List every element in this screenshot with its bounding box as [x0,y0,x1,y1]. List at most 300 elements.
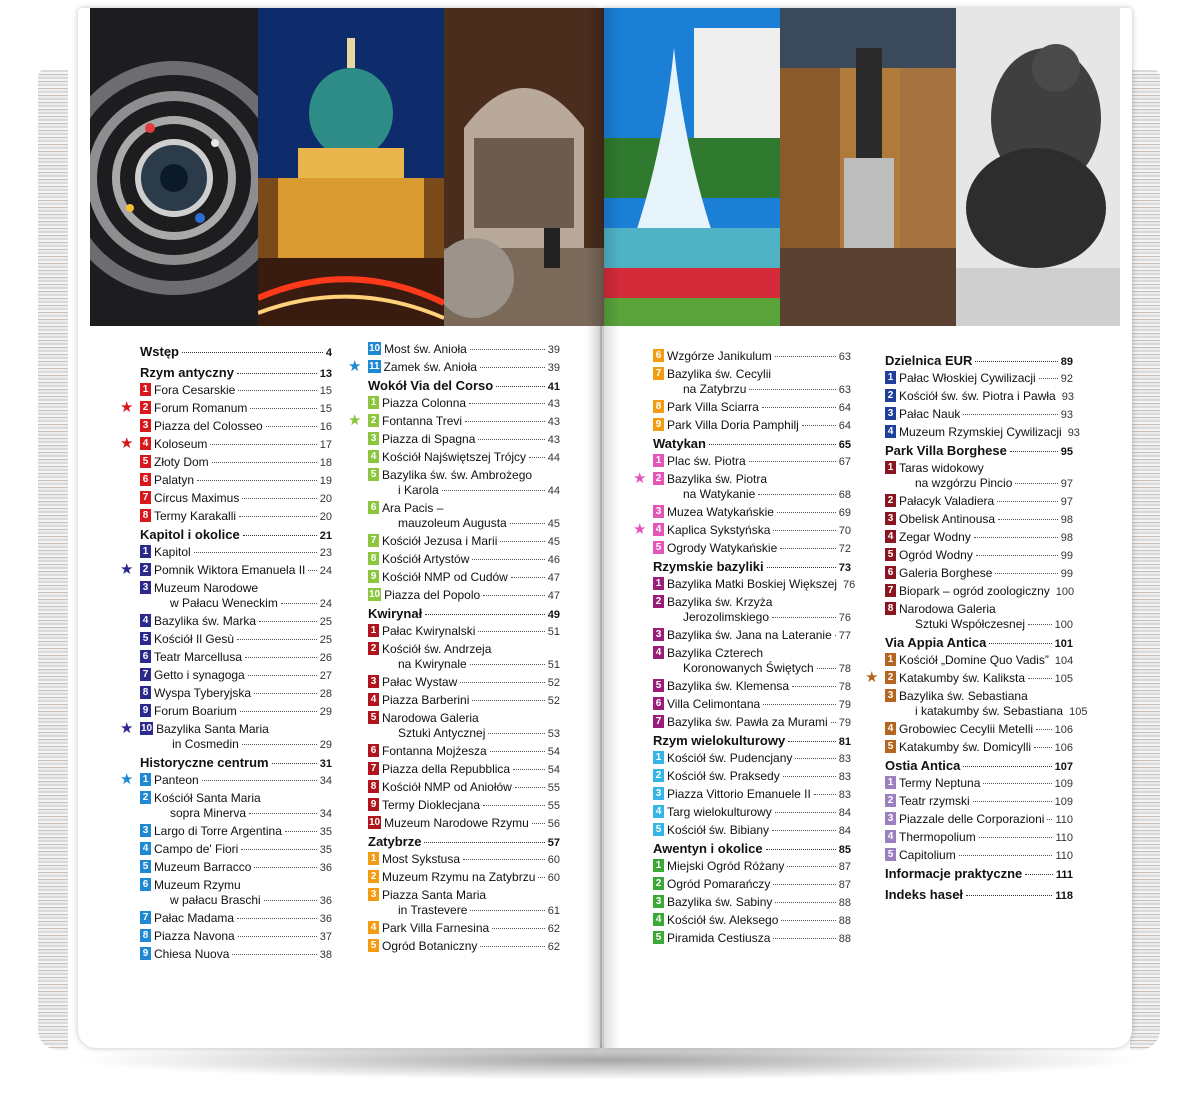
section-heading[interactable] [368,834,560,849]
entry-page: 78 [838,681,851,693]
toc-entry[interactable] [653,877,851,893]
toc-entry[interactable] [885,776,1073,792]
section-title: Informacje praktyczne [885,866,1023,881]
entry-title: Złoty Dom [154,455,209,469]
leader-dots [976,555,1058,556]
toc-entry[interactable] [120,771,332,789]
section-heading[interactable] [368,378,560,393]
toc-section [653,841,851,947]
entry-title: Piazzale delle Corporazioni [899,812,1045,826]
entry-number-badge: 2 [653,472,664,485]
entry-line [667,679,851,695]
entry-number-badge: 3 [140,581,151,594]
leader-dots [1047,819,1052,820]
section-heading[interactable] [653,436,851,451]
toc-entry[interactable] [140,842,332,858]
entry-text [667,595,851,626]
toc-entry[interactable] [885,602,1073,633]
book-gutter [586,8,620,1048]
toc-entry[interactable] [368,468,560,499]
entry-page: 51 [547,626,560,638]
entry-text [667,577,855,593]
leader-dots [249,813,317,814]
entry-text [899,461,1073,492]
toc-section [885,758,1073,864]
entry-page: 56 [547,818,560,830]
entry-number-badge: 9 [368,570,379,583]
toc-entry[interactable] [140,383,332,399]
section-heading[interactable] [885,443,1073,458]
entry-page: 106 [1054,742,1073,754]
toc-entry[interactable] [368,501,560,532]
toc-entry[interactable] [885,566,1073,582]
toc-entry[interactable] [368,939,560,955]
entry-text [382,744,560,760]
entry-page: 110 [1055,850,1073,862]
toc-entry[interactable] [140,824,332,840]
leader-dots [488,733,544,734]
entry-title: Kościół św. Andrzeja [382,642,492,656]
toc-entry[interactable] [885,371,1073,387]
toc-entry[interactable] [140,581,332,612]
section-heading[interactable] [140,365,332,380]
section-title: Historyczne centrum [140,755,269,770]
section-heading[interactable] [885,866,1073,881]
toc-entry[interactable] [140,419,332,435]
entry-page: 87 [838,879,851,891]
toc-entry[interactable] [140,545,332,561]
entry-page: 62 [547,923,560,935]
leader-dots [238,936,317,937]
entry-number-badge: 2 [885,671,896,684]
entry-title: Muzea Watykańskie [667,505,774,519]
section-page: 118 [1055,890,1073,902]
toc-entry[interactable] [140,650,332,666]
section-heading[interactable] [885,635,1073,650]
entry-title: Katakumby św. Domicylli [899,740,1032,754]
leader-dots [989,643,1051,644]
toc-entry[interactable] [140,614,332,630]
entry-title: Biopark – ogród zoologiczny [899,584,1050,598]
entry-text [899,689,1087,720]
entry-line [667,931,851,947]
section-heading[interactable] [140,527,332,542]
toc-entry[interactable] [368,693,560,709]
entry-title: Muzeum Narodowe Rzymu [384,816,529,830]
entry-number-badge: 7 [368,762,379,775]
toc-entry[interactable] [885,530,1073,546]
toc-entry[interactable] [368,642,560,673]
section-heading[interactable] [653,733,851,748]
entry-page: 15 [319,385,332,397]
toc-entry[interactable] [368,624,560,640]
leader-dots [1028,678,1052,679]
entry-line [154,806,332,822]
star-icon: ★ [348,358,362,375]
toc-entry[interactable] [885,740,1073,756]
toc-entry[interactable] [368,921,560,937]
toc-entry[interactable] [653,859,851,875]
toc-entry[interactable] [368,888,560,919]
leader-dots [766,849,836,850]
toc-entry[interactable] [653,400,851,416]
toc-entry[interactable] [885,812,1073,828]
entry-page: 34 [319,808,332,820]
entry-title: Muzeum Rzymu [154,878,241,892]
toc-entry[interactable] [653,913,851,929]
entry-page: 105 [1054,673,1073,685]
entry-title: Piazza della Repubblica [382,762,511,776]
leader-dots [529,457,545,458]
entry-title: Bazylika św. Sabiny [667,895,773,909]
leader-dots [281,603,317,604]
entry-title: Kaplica Sykstyńska [667,523,771,537]
entry-number-badge: 7 [140,668,151,681]
toc-entry[interactable] [368,852,560,868]
toc-entry[interactable] [368,675,560,691]
entry-line [156,722,332,737]
entry-page: 37 [319,931,332,943]
toc-entry[interactable] [140,704,332,720]
toc-entry[interactable] [653,787,851,803]
toc-entry[interactable] [653,931,851,947]
toc-entry[interactable] [120,720,332,753]
entry-title: Most Sykstusa [382,852,461,866]
toc-entry[interactable] [885,548,1073,564]
entry-text [382,888,560,919]
toc-entry[interactable] [140,878,332,909]
entry-title: Bazylika Santa Maria [156,722,269,736]
toc-entry[interactable] [653,505,851,521]
toc-entry[interactable] [653,823,851,839]
entry-line [667,823,851,839]
leader-dots [515,787,545,788]
entry-title: Zegar Wodny [899,530,971,544]
entry-line [667,400,851,416]
entry-line [899,671,1073,687]
toc-entry[interactable] [348,412,560,430]
entry-number-badge: 6 [368,744,379,757]
toc-entry[interactable] [120,561,332,579]
toc-entry[interactable] [140,668,332,684]
entry-text [899,848,1073,864]
toc-entry[interactable] [653,349,851,365]
toc-entry[interactable] [140,929,332,945]
toc-entry[interactable] [368,780,560,796]
toc-entry[interactable] [368,798,560,814]
entry-line [899,704,1087,720]
toc-entry[interactable] [140,455,332,471]
toc-entry[interactable] [633,521,851,539]
entry-title: Narodowa Galeria [382,711,479,725]
entry-line [667,859,851,875]
entry-page: 44 [547,452,560,464]
toc-entry[interactable] [653,646,851,677]
toc-entry[interactable] [885,461,1073,492]
toc-entry[interactable] [885,584,1073,600]
toc-entry[interactable] [885,830,1073,846]
entry-text [382,762,560,778]
entry-title: Piazza Colonna [382,396,467,410]
entry-number-badge: 8 [140,929,151,942]
leader-dots [709,444,836,445]
leader-dots [775,902,835,903]
toc-entry[interactable] [653,895,851,911]
entry-text [154,491,332,507]
entry-text [382,798,560,814]
toc-entry[interactable] [140,632,332,648]
toc-entry[interactable] [653,541,851,557]
leader-dots [254,693,317,694]
entry-line [154,455,332,471]
toc-entry[interactable] [368,450,560,466]
toc-entry[interactable] [140,686,332,702]
entry-text [667,523,851,539]
leader-dots [772,830,836,831]
toc-entry[interactable] [368,396,560,412]
entry-line [382,552,560,568]
leader-dots [795,758,835,759]
entry-number-badge: 8 [653,400,664,413]
leader-dots [237,918,317,919]
section-heading[interactable] [885,887,1073,902]
section-heading[interactable] [885,758,1073,773]
toc-entry[interactable] [140,491,332,507]
toc-entry[interactable] [368,570,560,586]
toc-entry[interactable] [633,470,851,503]
entry-line [154,581,332,596]
section-title: Ostia Antica [885,758,961,773]
toc-entry[interactable] [368,432,560,448]
leader-dots [783,776,836,777]
toc-entry[interactable] [653,679,851,695]
entry-number-badge: 8 [140,509,151,522]
toc-entry[interactable] [885,848,1073,864]
entry-line [667,646,851,661]
entry-line [382,726,560,742]
entry-title-continued: in Trastevere [398,903,468,917]
entry-line [667,805,851,821]
entry-title-continued: na Kwirynale [398,657,467,671]
entry-number-badge: 9 [368,798,379,811]
entry-number-badge: 4 [885,830,896,843]
entry-number-badge: 1 [140,545,151,558]
entry-line [384,588,560,604]
entry-number-badge: 2 [885,389,896,402]
toc-entry[interactable] [885,389,1073,405]
toc-entry[interactable] [368,534,560,550]
leader-dots [998,519,1058,520]
entry-title: Galeria Borghese [899,566,993,580]
entry-text [899,407,1073,423]
section-page: 57 [547,837,560,849]
entry-number-badge: 3 [885,407,896,420]
entry-number-badge: 5 [885,740,896,753]
toc-entry[interactable] [653,805,851,821]
entry-title: Bazylika św. Klemensa [667,679,790,693]
entry-page: 52 [547,677,560,689]
toc-entry[interactable] [653,418,851,434]
entry-text [384,342,560,358]
entry-page: 29 [319,706,332,718]
spiral-staircase-photo [90,8,258,326]
star-icon: ★ [120,435,134,452]
entry-title-continued: Sztuki Współczesnej [915,617,1026,631]
toc-entry[interactable] [653,367,851,398]
toc-entry[interactable] [885,794,1073,810]
entry-page: 93 [1067,427,1080,439]
toc-entry[interactable] [120,435,332,453]
entry-line [899,461,1073,476]
entry-line [899,530,1073,546]
entry-line [382,888,560,903]
entry-line [384,816,560,832]
leader-dots [532,823,545,824]
leader-dots [465,421,545,422]
section-heading[interactable] [140,755,332,770]
entry-text [667,769,851,785]
entry-line [899,407,1073,423]
leader-dots [963,414,1057,415]
section-heading[interactable] [653,841,851,856]
toc-entry[interactable] [653,454,851,470]
entry-number-badge: 3 [885,689,896,702]
entry-page: 51 [547,659,560,671]
entry-page: 39 [547,362,560,374]
entry-line [382,780,560,796]
leader-dots [480,946,544,947]
toc-entry[interactable] [885,689,1088,720]
leader-dots [500,541,544,542]
entry-number-badge: 1 [140,773,151,786]
toc-entry[interactable] [140,947,332,963]
entry-number-badge: 1 [653,859,664,872]
toc-entry[interactable] [653,751,851,767]
entry-text [382,570,560,586]
entry-number-badge: 6 [653,697,664,710]
entry-title: Kościół św. Praksedy [667,769,780,783]
entry-page: 60 [547,872,560,884]
entry-number-badge: 2 [368,642,379,655]
leader-dots [245,657,317,658]
toc-entry[interactable] [653,697,851,713]
toc-entry[interactable] [140,791,332,822]
entry-text [382,675,560,691]
toc-entry[interactable] [653,577,856,593]
toc-entry[interactable] [885,722,1073,738]
toc-entry[interactable] [140,860,332,876]
entry-line [382,534,560,550]
entry-line [382,852,560,868]
entry-number-badge: 5 [885,548,896,561]
entry-text [382,396,560,412]
toc-entry[interactable] [368,711,560,742]
entry-text [382,624,560,640]
entry-page: 47 [547,572,560,584]
toc-entry[interactable] [653,595,851,626]
entry-text [899,389,1074,405]
leader-dots [773,884,835,885]
toc-entry[interactable] [368,744,560,760]
entry-number-badge: 3 [368,432,379,445]
entry-number-badge: 10 [369,817,381,828]
entry-title: Forum Romanum [154,401,248,415]
entry-title: Bazylika św. św. Ambrożego [382,468,533,482]
entry-title-continued: Koronowanych Świętych [683,661,814,675]
toc-entry[interactable] [653,628,851,644]
toc-entry[interactable] [140,509,332,525]
section-heading[interactable] [368,606,560,621]
toc-entry[interactable] [885,407,1073,423]
entry-number-badge: 7 [653,715,664,728]
toc-entry[interactable] [368,552,560,568]
toc-entry[interactable] [653,769,851,785]
entry-page: 62 [547,941,560,953]
toc-entry[interactable] [120,399,332,417]
entry-line [899,740,1073,756]
entry-text [382,780,560,796]
toc-entry[interactable] [368,342,560,358]
toc-entry[interactable] [368,870,560,886]
toc-entry[interactable] [140,473,332,489]
entry-page: 98 [1060,514,1073,526]
toc-section [140,344,332,359]
toc-entry[interactable] [348,358,560,376]
entry-page: 52 [547,695,560,707]
toc-entry[interactable] [885,512,1073,528]
entry-title: Pałac Madama [154,911,235,925]
toc-entry[interactable] [368,816,560,832]
toc-entry[interactable] [368,588,560,604]
leader-dots [197,480,317,481]
toc-entry[interactable] [885,425,1080,441]
leader-dots [242,744,317,745]
toc-entry[interactable] [885,653,1073,669]
entry-line [382,501,560,516]
section-heading[interactable] [885,353,1073,368]
entry-title: Pałac Włoskiej Cywilizacji [899,371,1036,385]
entry-title: Kościół Artystów [382,552,470,566]
entry-line [667,418,851,434]
toc-entry[interactable] [653,715,851,731]
toc-entry[interactable] [368,762,560,778]
section-heading[interactable] [140,344,332,359]
entry-number-badge: 3 [653,628,664,641]
entry-line [667,595,851,610]
entry-number-badge: 1 [885,371,896,384]
entry-line [667,523,851,539]
entry-number-badge: 1 [140,383,151,396]
entry-text [154,842,332,858]
entry-title: Kościół Il Gesù [154,632,235,646]
toc-entry[interactable] [140,911,332,927]
entry-line [154,509,332,525]
leader-dots [1034,747,1052,748]
toc-section [120,755,332,963]
toc-entry[interactable] [885,494,1073,510]
entry-page: 70 [838,525,851,537]
section-heading[interactable] [653,559,851,574]
entry-page: 36 [319,862,332,874]
toc-section [120,527,332,753]
entry-line [382,483,560,499]
entry-line [382,657,560,673]
entry-title: Getto i synagoga [154,668,245,682]
entry-text [667,859,851,875]
toc-entry[interactable] [865,669,1073,687]
entry-line [899,512,1073,528]
leader-dots [248,675,317,676]
